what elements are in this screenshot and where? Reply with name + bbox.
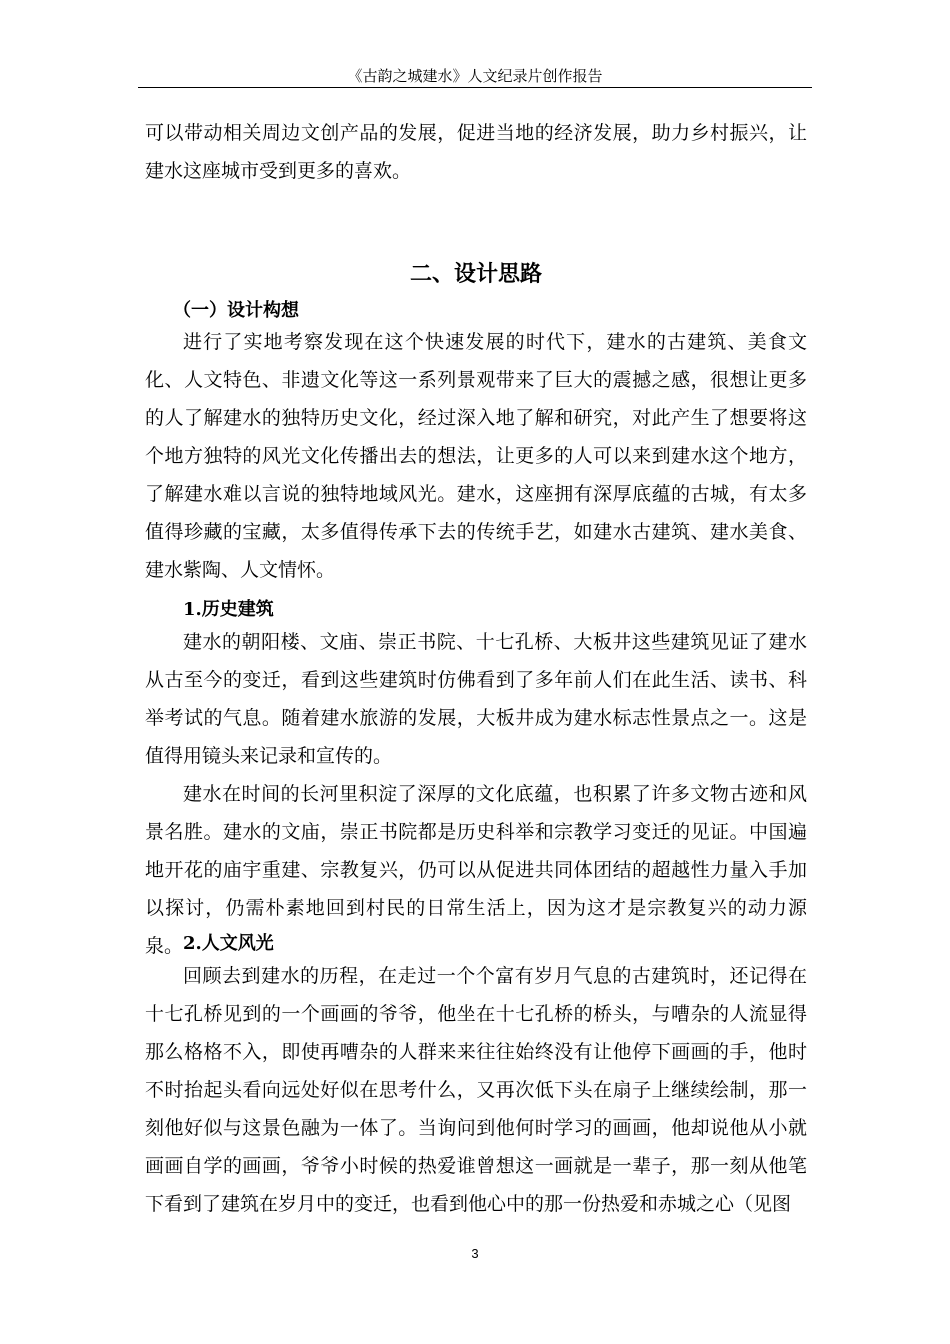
humanities-scenery-block [145,931,807,1223]
subsection-heading: （一）设计构想 [173,300,299,321]
item-heading-history: 1.历史建筑 [183,599,274,620]
humanities-paragraph: 回顾去到建水的历程，在走过一个个富有岁月气息的古建筑时，还记得在十七孔桥见到的一个画画的爷爷，他坐在十七孔桥的桥头，与嘈杂的人流显得那么格格不入，即使再嘈杂的人群来来往往始终没有让他停下画画的手，他时不时抬起头看向远处好似在思考什么，又再次低下头在扇子上继续绘制，那一刻他好似与这景色融为一体了。当询问到他何时学习的画画，他却说他从小就画画自学的画画，爷爷小时候的热爱谁曾想这一画就是一辈子，那一刻从他笔下看到了建筑在岁月中的变迁，也看到他心中的那一份热爱和赤城之心（见图 [145,965,807,1215]
design-concept-block [145,298,807,589]
history-paragraph-2: 建水在时间的长河里积淀了深厚的文化底蕴，也积累了许多文物古迹和风景名胜。建水的文庙，崇正书院都是历史科举和宗教学习变迁的见证。中国遍地开花的庙宇重建、宗教复兴，仍可以从促进共同体团结的超越性力量入手加以探讨，仍需朴素地回到村民的日常生活上，因为这才是宗教复兴的动力源泉。 [145,783,807,957]
page-number: 3 [471,1246,479,1261]
intro-block [145,114,807,190]
design-concept-paragraph: 进行了实地考察发现在这个快速发展的时代下，建水的古建筑、美食文化、人文特色、非遗文化等这一系列景观带来了巨大的震撼之感，很想让更多的人了解建水的独特历史文化，经过深入地了解和研究，对此产生了想要将这个地方独特的风光文化传播出去的想法，让更多的人可以来到建水这个地方，了解建水难以言说的独特地域风光。建水，这座拥有深厚底蕴的古城，有太多值得珍藏的宝藏，太多值得传承下去的传统手艺，如建水古建筑、建水美食、建水紫陶、人文情怀。 [145,331,807,581]
section-heading: 二、设计思路 [409,262,542,287]
header-rule [138,87,812,88]
intro-paragraph: 可以带动相关周边文创产品的发展，促进当地的经济发展，助力乡村振兴，让建水这座城市受到更多的喜欢。 [145,122,807,182]
item-heading-humanities: 2.人文风光 [183,933,274,954]
running-header: 《古韵之城建水》人文纪录片创作报告 [347,67,603,85]
history-architecture-block [145,597,807,965]
history-paragraph-1: 建水的朝阳楼、文庙、崇正书院、十七孔桥、大板井这些建筑见证了建水从古至今的变迁，看到这些建筑时仿佛看到了多年前人们在此生活、读书、科举考试的气息。随着建水旅游的发展，大板井成为建水标志性景点之一。这是值得用镜头来记录和宣传的。 [145,631,807,767]
